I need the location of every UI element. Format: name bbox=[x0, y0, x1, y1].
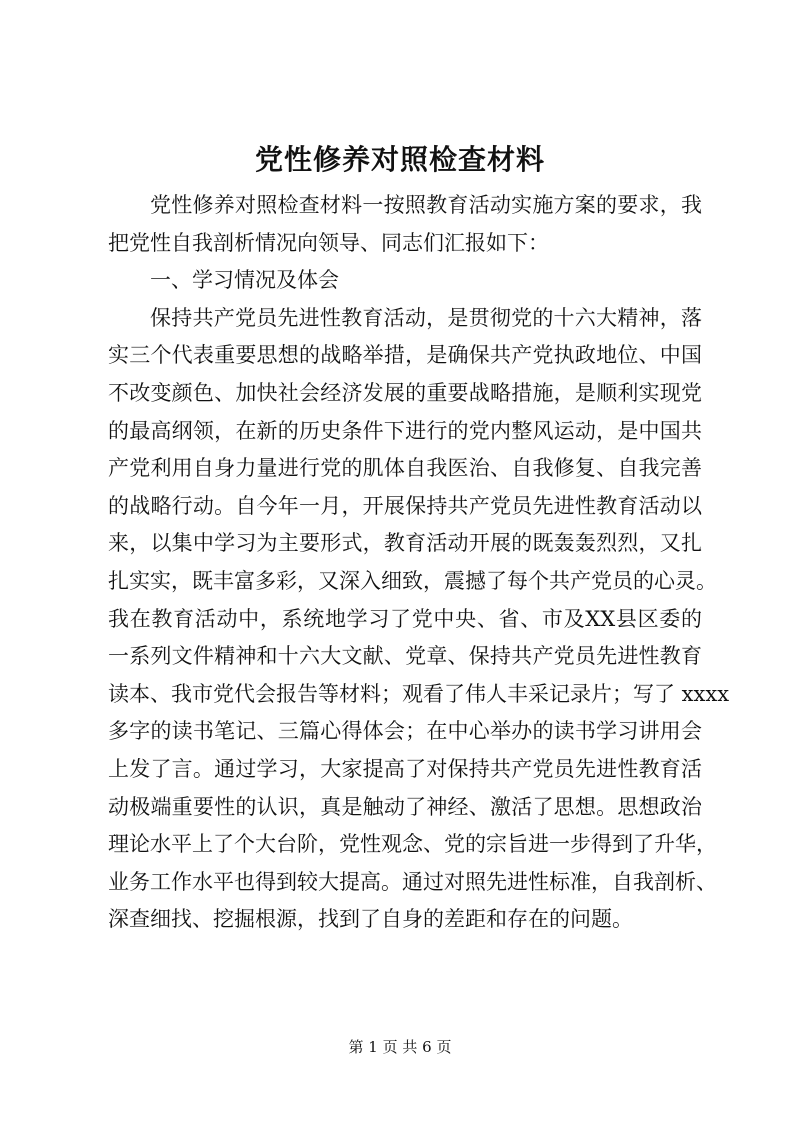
body-text-line: 的最高纲领，在新的历史条件下进行的党内整风运动，是中国共 bbox=[108, 418, 702, 443]
body-text-line: 上发了言。通过学习，大家提高了对保持共产党员先进性教育活 bbox=[108, 756, 702, 781]
body-text-line: 党性修养对照检查材料一按照教育活动实施方案的要求，我 bbox=[150, 193, 702, 217]
body-text-line: 一、学习情况及体会 bbox=[150, 268, 339, 293]
body-text-line: 一系列文件精神和十六大文献、党章、保持共产党员先进性教育 bbox=[108, 644, 702, 669]
document-title: 党性修养对照检查材料 bbox=[254, 143, 545, 176]
body-text-line: 我在教育活动中，系统地学习了党中央、省、市及XX县区委的 bbox=[108, 606, 702, 631]
body-text-line: 保持共产党员先进性教育活动，是贯彻党的十六大精神，落 bbox=[150, 305, 702, 330]
body-text-line: 动极端重要性的认识，真是触动了神经、激活了思想。思想政治 bbox=[108, 794, 702, 819]
body-text-line: 多字的读书笔记、三篇心得体会；在中心举办的读书学习讲用会 bbox=[108, 719, 702, 744]
body-text-line: 扎实实，既丰富多彩，又深入细致，震撼了每个共产党员的心灵。 bbox=[108, 568, 717, 593]
body-text-line: 读本、我市党代会报告等材料；观看了伟人丰采记录片；写了 xxxx bbox=[108, 681, 730, 706]
document-body bbox=[108, 187, 730, 939]
body-text-line: 深查细找、挖掘根源，找到了自身的差距和存在的问题。 bbox=[108, 907, 633, 932]
body-text-line: 理论水平上了个大台阶，党性观念、党的宗旨进一步得到了升华， bbox=[108, 832, 717, 857]
body-text-line: 业务工作水平也得到较大提高。通过对照先进性标准，自我剖析、 bbox=[108, 869, 717, 894]
body-text-line: 把党性自我剖析情况向领导、同志们汇报如下： bbox=[108, 230, 549, 255]
body-text-line: 的战略行动。自今年一月，开展保持共产党员先进性教育活动以 bbox=[108, 493, 702, 518]
body-text-line: 产党利用自身力量进行党的肌体自我医治、自我修复、自我完善 bbox=[108, 456, 702, 481]
body-text-line: 不改变颜色、加快社会经济发展的重要战略措施，是顺利实现党 bbox=[108, 380, 702, 405]
page-number-footer: 第 1 页 共 6 页 bbox=[348, 1038, 452, 1056]
body-text-line: 实三个代表重要思想的战略举措，是确保共产党执政地位、中国 bbox=[108, 343, 702, 368]
body-text-line: 来，以集中学习为主要形式，教育活动开展的既轰轰烈烈，又扎 bbox=[108, 531, 702, 556]
